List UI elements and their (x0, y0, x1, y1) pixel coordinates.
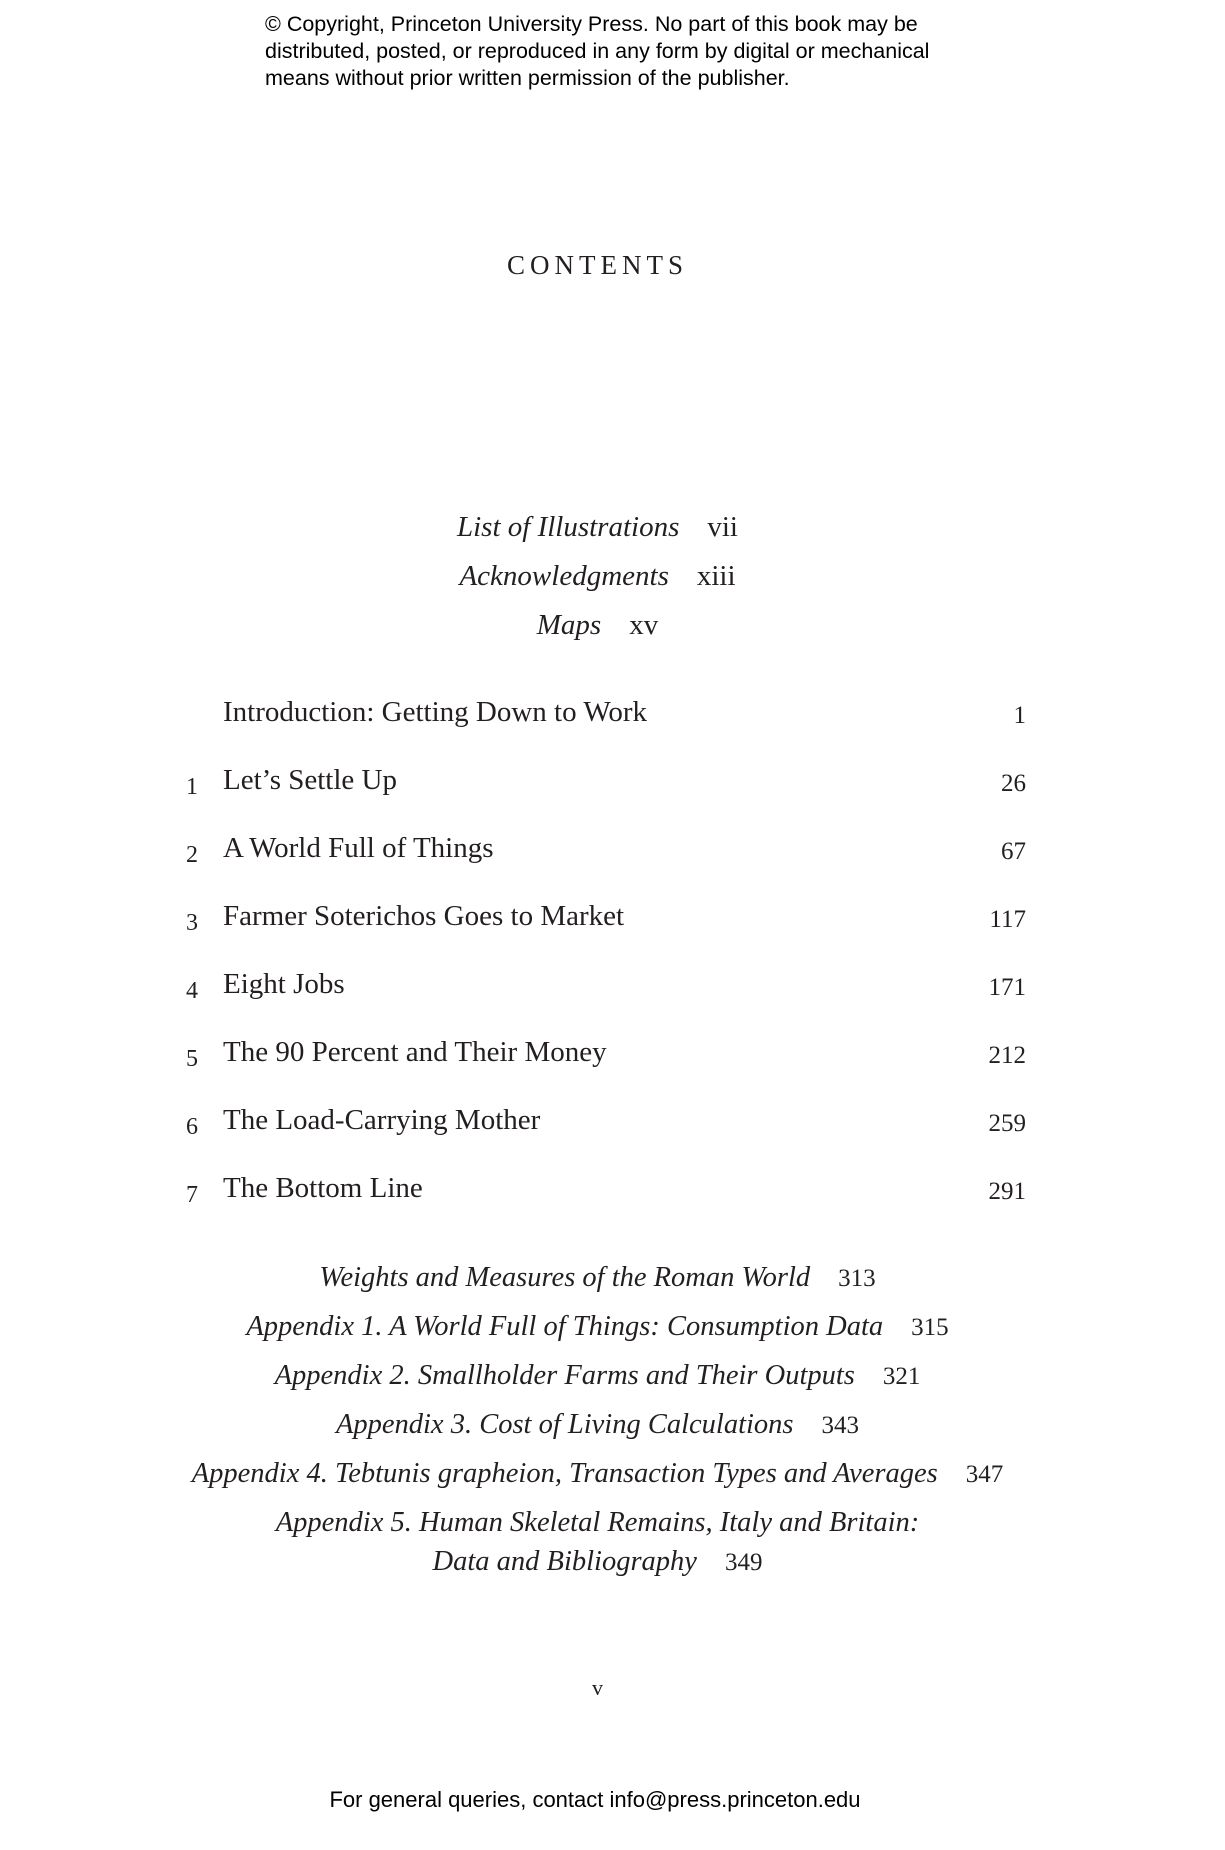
toc-chapter-entry[interactable] (0, 1036, 1225, 1076)
toc-entry-page: xv (629, 609, 659, 641)
toc-front-entry[interactable] (0, 609, 1195, 642)
toc-back-entry[interactable] (0, 1507, 1195, 1539)
toc-entry-page: 347 (965, 1461, 1004, 1488)
toc-back-entry[interactable] (0, 1262, 1195, 1294)
chapter-page: 1 (1013, 702, 1026, 729)
toc-entry-label: Appendix 2. Smallholder Farms and Their Outputs (274, 1360, 855, 1391)
toc-entry-label: Appendix 4. Tebtunis grapheion, Transaction Types and Averages (191, 1458, 938, 1489)
chapter-page: 212 (988, 1042, 1026, 1069)
toc-back-entry[interactable] (0, 1409, 1195, 1441)
toc-back-entry[interactable] (0, 1458, 1195, 1490)
copyright-notice (265, 11, 1025, 92)
toc-entry-label: Appendix 5. Human Skeletal Remains, Italy and Britain: (275, 1507, 920, 1538)
chapter-page: 117 (989, 906, 1026, 933)
chapter-page: 67 (1001, 838, 1026, 865)
toc-entry-page: 313 (838, 1265, 876, 1292)
toc-back-entry[interactable] (0, 1360, 1195, 1392)
toc-entry-page: xiii (696, 560, 736, 592)
chapter-title: The 90 Percent and Their Money (223, 1036, 607, 1068)
toc-chapter-entry[interactable] (0, 696, 1225, 736)
chapter-number: 5 (186, 1046, 198, 1072)
toc-chapter-entry[interactable] (0, 832, 1225, 872)
toc-entry-page: vii (707, 511, 738, 543)
toc-chapter-entry[interactable] (0, 1172, 1225, 1212)
toc-front-entry[interactable] (0, 511, 1195, 544)
toc-entry-label: Data and Bibliography (432, 1546, 697, 1577)
toc-chapter-entry[interactable] (0, 1104, 1225, 1144)
chapter-page: 26 (1001, 770, 1026, 797)
chapter-title: The Load-Carrying Mother (223, 1104, 541, 1136)
chapter-number: 1 (186, 774, 198, 800)
toc-entry-label: Acknowledgments (459, 560, 669, 592)
toc-entry-label: Maps (536, 609, 602, 641)
chapter-number: 7 (186, 1182, 198, 1208)
page-number: v (592, 1675, 603, 1700)
toc-entry-label: List of Illustrations (456, 511, 680, 543)
chapter-title: Let’s Settle Up (223, 764, 397, 796)
page-title: CONTENTS (507, 250, 688, 280)
copyright-line: distributed, posted, or reproduced in any form by digital or mechanical (265, 39, 930, 63)
chapter-page: 291 (988, 1178, 1026, 1205)
copyright-line: © Copyright, Princeton University Press. No part of this book may be (265, 12, 918, 36)
toc-entry-label: Appendix 3. Cost of Living Calculations (335, 1409, 794, 1440)
chapter-page: 171 (988, 974, 1026, 1001)
toc-entry-page: 321 (882, 1363, 921, 1390)
toc-entry-label: Weights and Measures of the Roman World (319, 1262, 811, 1293)
toc-front-entry[interactable] (0, 560, 1195, 593)
toc-chapter-entry[interactable] (0, 764, 1225, 804)
chapter-title: The Bottom Line (223, 1172, 423, 1204)
toc-chapter-entry[interactable] (0, 968, 1225, 1008)
chapter-page: 259 (988, 1110, 1026, 1137)
toc-entry-page: 349 (724, 1549, 763, 1576)
copyright-line: means without prior written permission of the publisher. (265, 66, 790, 90)
chapter-title: Farmer Soterichos Goes to Market (223, 900, 625, 932)
chapter-number: 4 (186, 978, 198, 1004)
footer-contact: For general queries, contact info@press.princeton.edu (329, 1787, 861, 1812)
chapter-title: Introduction: Getting Down to Work (223, 696, 648, 728)
chapter-number: 3 (186, 910, 198, 936)
toc-back-entry-continued[interactable] (0, 1546, 1195, 1578)
toc-chapter-entry[interactable] (0, 900, 1225, 940)
chapter-title: Eight Jobs (223, 968, 345, 1000)
toc-back-entry[interactable] (0, 1311, 1195, 1343)
toc-entry-page: 315 (911, 1314, 949, 1341)
chapter-number: 2 (186, 842, 198, 868)
chapter-title: A World Full of Things (223, 832, 494, 864)
toc-entry-label: Appendix 1. A World Full of Things: Consumption Data (246, 1311, 884, 1342)
toc-entry-page: 343 (821, 1412, 860, 1439)
chapter-number: 6 (186, 1114, 198, 1140)
